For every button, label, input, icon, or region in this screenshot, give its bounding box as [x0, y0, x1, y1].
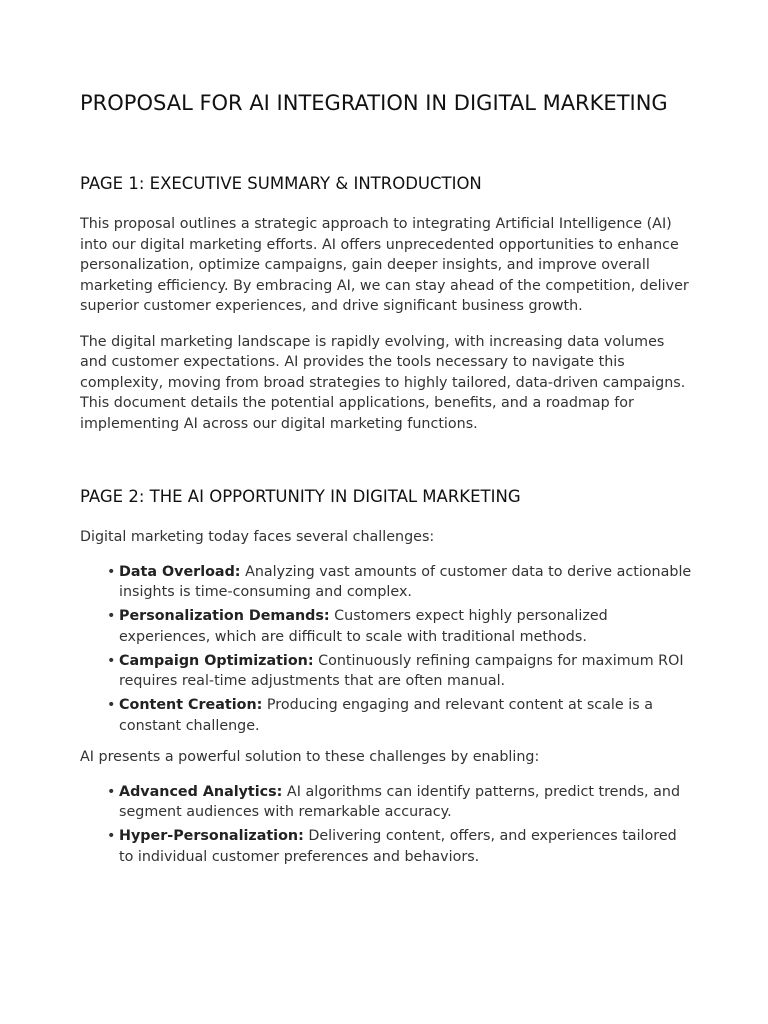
list-item — [107, 562, 692, 603]
list-item-term: Hyper-Personalization: — [119, 828, 304, 844]
executive-summary-paragraph: This proposal outlines a strategic approach to integrating Artificial Intelligence (AI) into our digital marketing efforts. AI offers unprecedented opportunities to enhance personalization, optimize campaigns, gain deeper insights, and improve overall marketing efficiency. By embracing AI, we can stay ahead of the competition, deliver superior customer experiences, and drive significant business growth. — [80, 216, 689, 314]
solutions-intro: AI presents a powerful solution to these challenges by enabling: — [80, 749, 540, 765]
challenges-intro: Digital marketing today faces several challenges: — [80, 529, 435, 545]
list-item-text: Analyzing vast amounts of customer data to derive actionable insights is time-consuming and complex. — [119, 563, 692, 600]
challenges-list — [80, 562, 692, 737]
bullet-icon: • — [107, 563, 116, 580]
list-item-term: Data Overload: — [119, 563, 241, 580]
list-item-text: Customers expect highly personalized experiences, which are difficult to scale with traditional methods. — [119, 608, 608, 645]
list-item-text: Producing engaging and relevant content at scale is a constant challenge. — [119, 697, 653, 734]
bullet-icon: • — [107, 652, 116, 669]
list-item — [107, 695, 692, 736]
list-item-text: AI algorithms can identify patterns, predict trends, and segment audiences with remarkable accuracy. — [119, 783, 681, 820]
list-item-term: Campaign Optimization: — [119, 652, 314, 669]
solutions-list — [80, 782, 692, 868]
list-item — [107, 826, 692, 867]
section-heading-page2: PAGE 2: THE AI OPPORTUNITY IN DIGITAL MARKETING — [80, 487, 521, 506]
list-item — [107, 782, 692, 823]
introduction-paragraph: The digital marketing landscape is rapidly evolving, with increasing data volumes and customer expectations. AI provides the tools necessary to navigate this complexity, moving from broad strategies to highly tailored, data-driven campaigns. This document details the potential applications, benefits, and a roadmap for implementing AI across our digital marketing functions. — [80, 333, 686, 432]
document-title: PROPOSAL FOR AI INTEGRATION IN DIGITAL MARKETING — [80, 91, 668, 115]
list-item-term: Content Creation: — [119, 697, 263, 713]
bullet-icon: • — [107, 828, 116, 844]
list-item — [107, 606, 692, 647]
list-item-text: Continuously refining campaigns for maximum ROI requires real-time adjustments that are often manual. — [119, 652, 684, 689]
bullet-icon: • — [107, 608, 116, 624]
bullet-icon: • — [107, 783, 116, 800]
document-page — [80, 0, 692, 871]
list-item-term: Personalization Demands: — [119, 608, 330, 624]
section-heading-page1: PAGE 1: EXECUTIVE SUMMARY & INTRODUCTION — [80, 174, 482, 193]
list-item-text: Delivering content, offers, and experiences tailored to individual customer preferences and behaviors. — [119, 828, 677, 865]
bullet-icon: • — [107, 697, 116, 713]
list-item-term: Advanced Analytics: — [119, 783, 283, 800]
list-item — [107, 651, 692, 692]
